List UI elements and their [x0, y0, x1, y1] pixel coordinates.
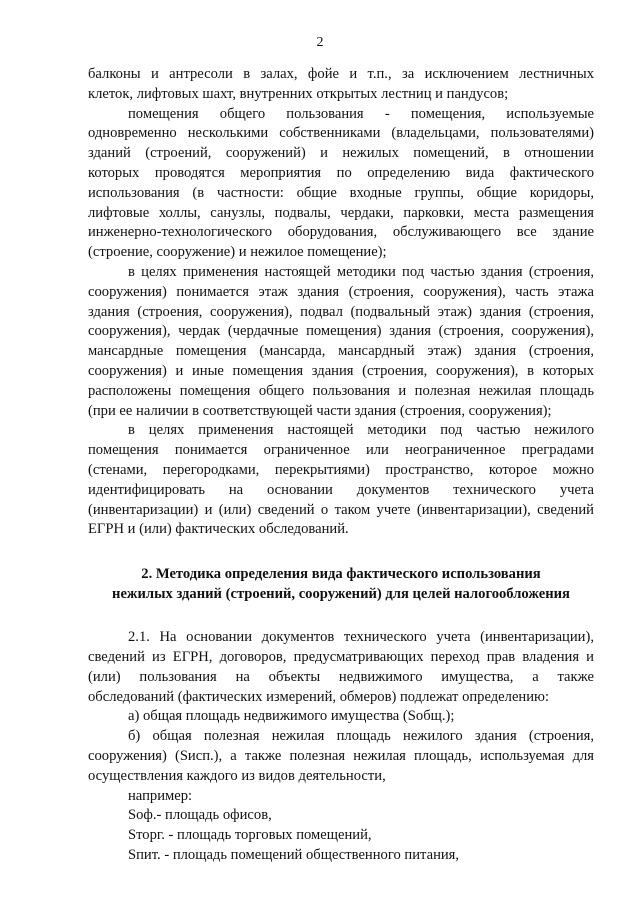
- paragraph-2-1: [88, 628, 594, 707]
- text-line: в целях применения настоящей методики под частью здания (строения,: [128, 263, 594, 280]
- paragraph-balconies: [88, 65, 594, 105]
- text-line: которых проводятся мероприятия по определению вида фактического: [88, 164, 594, 181]
- text-line: помещения понимается ограниченное или неограниченное преградами: [88, 442, 594, 459]
- paragraph-premises-part: [88, 421, 594, 540]
- item-b: [88, 727, 594, 786]
- example-item: Sторг. - площадь торговых помещений,: [128, 827, 372, 844]
- text-line: балконы и антресоли в залах, фойе и т.п., за исключением лестничных: [88, 66, 594, 82]
- example-item: Sпит. - площадь помещений общественного питания,: [128, 846, 460, 863]
- text-line: сооружения), чердак (чердачные помещения) здания (строения, сооружения),: [88, 323, 594, 340]
- page-number: 2: [316, 35, 324, 50]
- paragraph-building-part: [88, 263, 594, 421]
- example-item: Sоф.- площадь офисов,: [128, 807, 272, 824]
- text-line: идентифицировать на основании документов технического учета: [88, 481, 594, 498]
- text-line: ЕГРН и (или) фактических обследований.: [88, 521, 349, 538]
- text-line: мансардные помещения (мансарда, мансардный этаж) здания (строения,: [88, 343, 594, 360]
- text-line: обследований (фактических измерений, обмеров) подлежат определению:: [88, 688, 549, 705]
- item-a: а) общая площадь недвижимого имущества (Sобщ.);: [128, 708, 455, 725]
- text-line: инженерно-технологического оборудования, обслуживающего все здание: [88, 224, 594, 241]
- text-line: здания (строения, сооружения), подвал (подвальный этаж) здания (строения,: [88, 303, 594, 320]
- text-line: помещения общего пользования - помещения, используемые: [128, 105, 594, 122]
- heading-line: нежилых зданий (строений, сооружений) для целей налогообложения: [112, 586, 570, 603]
- text-line: (инвентаризации) и (или) сведений о таком учете (инвентаризации), сведений: [88, 501, 594, 518]
- section-heading: [88, 564, 594, 604]
- text-line: зданий (строений, сооружений) и нежилых помещений, в отношении: [88, 145, 594, 162]
- text-line: использования (в частности: общие входные группы, общие коридоры,: [88, 184, 594, 201]
- text-line: лифтовые холлы, санузлы, подвалы, чердаки, парковки, места размещения: [88, 204, 594, 221]
- text-line: б) общая полезная нежилая площадь нежилого здания (строения,: [128, 728, 594, 745]
- paragraph-common-areas: [88, 105, 594, 263]
- document-body: [88, 65, 594, 866]
- text-line: сведений из ЕГРН, договоров, предусматривающих переход прав владения и: [88, 648, 594, 665]
- text-line: 2.1. На основании документов технического учета (инвентаризации),: [128, 629, 594, 646]
- heading-line: 2. Методика определения вида фактического использования: [141, 566, 541, 583]
- text-line: клеток, лифтовых шахт, внутренних открытых лестниц и пандусов;: [88, 85, 509, 102]
- examples-intro: например:: [128, 787, 193, 804]
- text-line: расположены помещения общего пользования и полезная нежилая площадь: [88, 382, 594, 399]
- text-line: (стенами, перегородками, перекрытиями) пространство, которое можно: [88, 461, 594, 478]
- text-line: (или) пользования на объекты недвижимого имущества, а также: [88, 668, 594, 685]
- text-line: сооружения) и иные помещения здания (строения, сооружения), в которых: [88, 362, 594, 379]
- text-line: одновременно несколькими собственниками (владельцами, пользователями): [88, 125, 594, 142]
- text-line: сооружения) (Sисп.), а также полезная нежилая площадь, используемая для: [88, 747, 594, 764]
- text-line: осуществления каждого из видов деятельности,: [88, 767, 386, 784]
- text-line: (строение, сооружение) и нежилое помещение);: [88, 244, 387, 261]
- text-line: в целях применения настоящей методики под частью нежилого: [128, 422, 594, 439]
- text-line: сооружения) понимается этаж здания (строения, сооружения), часть этажа: [88, 283, 594, 300]
- text-line: (при ее наличии в соответствующей части здания (строения, сооружения);: [88, 402, 552, 419]
